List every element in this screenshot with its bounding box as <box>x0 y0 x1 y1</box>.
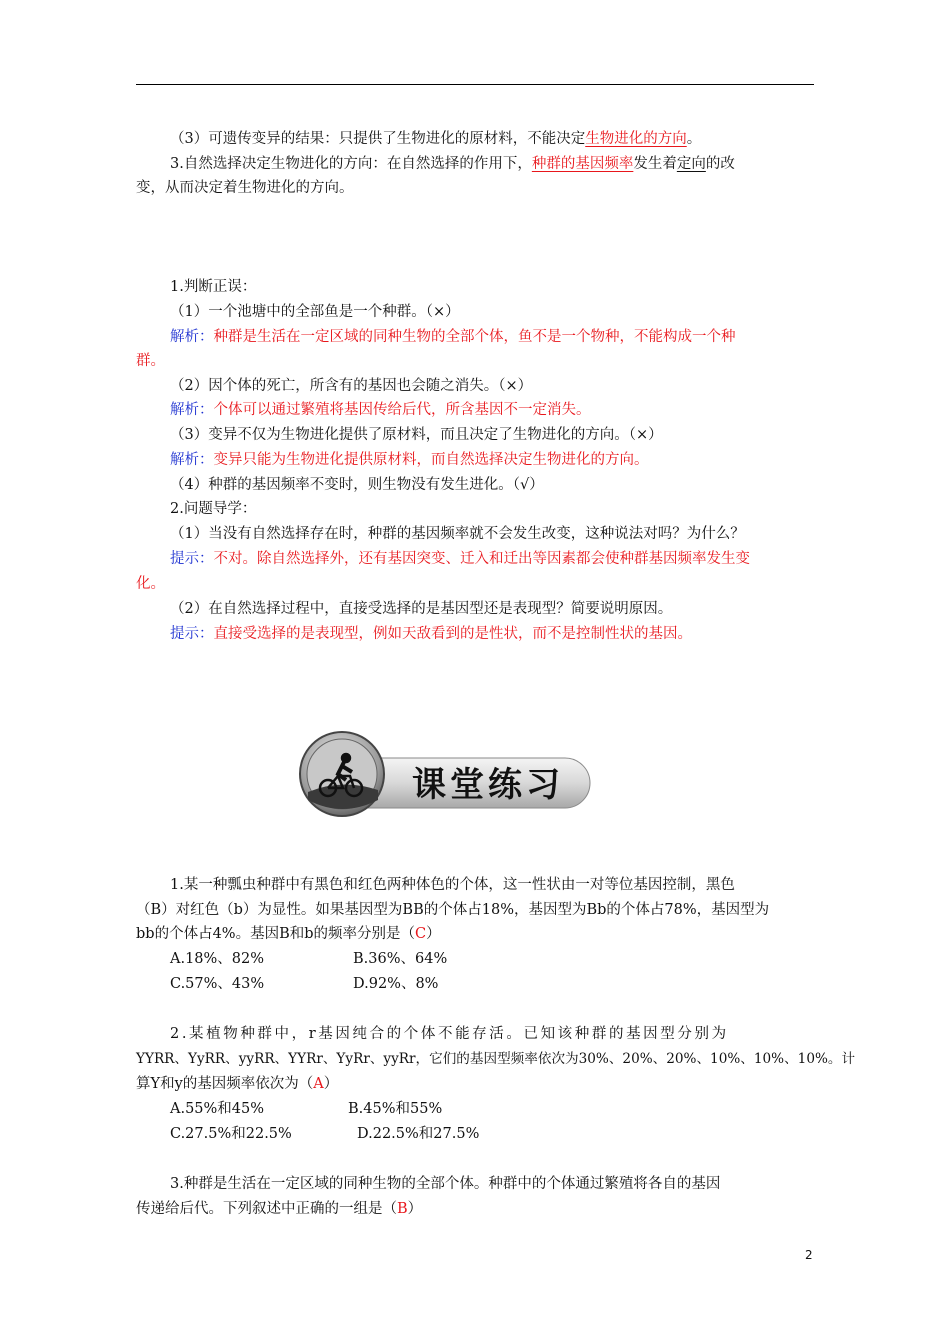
question: （4）种群的基因频率不变时，则生物没有发生进化。（√） <box>170 477 544 493</box>
section-banner <box>298 730 598 818</box>
page-number: 2 <box>805 1248 813 1262</box>
key-term: 定向 <box>676 156 706 172</box>
option: D.22.5%和27.5% <box>357 1126 480 1142</box>
section-title: 2.问题导学： <box>170 501 257 517</box>
option: A.55%和45% <box>170 1101 265 1117</box>
exercise-line: 3.种群是生活在一定区域的同种生物的全部个体。种群中的个体通过繁殖将各自的基因 <box>170 1176 721 1192</box>
key-term: 生物进化的方向 <box>585 131 687 147</box>
exercise-line: 2.某植物种群中，r基因纯合的个体不能存活。已知该种群的基因型分别为 <box>170 1026 729 1042</box>
answer: A <box>313 1076 324 1092</box>
text-line: （3）可遗传变异的结果：只提供了生物进化的原材料，不能决定生物进化的方向。 <box>170 131 702 147</box>
option: C.57%、43% <box>170 976 265 992</box>
analysis-cont: 群。 <box>136 353 165 369</box>
hint: 提示：直接受选择的是表现型，例如天敌看到的是性状，而不是控制性状的基因。 <box>170 626 692 642</box>
header-rule <box>136 84 814 85</box>
option: A.18%、82% <box>170 951 265 967</box>
question: （1）当没有自然选择存在时，种群的基因频率就不会发生改变，这种说法对吗？为什么？ <box>170 526 745 542</box>
exercise-line: （B）对红色（b）为显性。如果基因型为BB的个体占18%，基因型为Bb的个体占78%，基因型为 <box>136 902 770 918</box>
exercise-line: YYRR、YyRR、yyRR、YYRr、YyRr、yyRr，它们的基因型频率依次为30%、20%、20%、10%、10%、10%。计 <box>136 1051 856 1067</box>
question: （3）变异不仅为生物进化提供了原材料，而且决定了生物进化的方向。（×） <box>170 427 663 443</box>
question: （1）一个池塘中的全部鱼是一个种群。（×） <box>170 304 460 320</box>
exercise-line: bb的个体占4%。基因B和b的频率分别是（C） <box>136 926 441 942</box>
option: C.27.5%和22.5% <box>170 1126 292 1142</box>
analysis: 解析：种群是生活在一定区域的同种生物的全部个体，鱼不是一个物种，不能构成一个种 <box>170 329 736 345</box>
option: D.92%、8% <box>353 976 439 992</box>
text-line: 3.自然选择决定生物进化的方向：在自然选择的作用下，种群的基因频率发生着定向的改 <box>170 156 735 172</box>
answer: B <box>397 1201 408 1217</box>
question: （2）在自然选择过程中，直接受选择的是基因型还是表现型？简要说明原因。 <box>170 601 673 617</box>
question: （2）因个体的死亡，所含有的基因也会随之消失。（×） <box>170 378 533 394</box>
hint-cont: 化。 <box>136 576 165 592</box>
analysis: 解析：个体可以通过繁殖将基因传给后代，所含基因不一定消失。 <box>170 402 591 418</box>
key-term: 种群的基因频率 <box>531 156 634 172</box>
section-title: 1.判断正误： <box>170 279 257 295</box>
exercise-line: 算Y和y的基因频率依次为（A） <box>136 1076 339 1092</box>
option: B.36%、64% <box>353 951 448 967</box>
analysis: 解析：变异只能为生物进化提供原材料，而自然选择决定生物进化的方向。 <box>170 452 649 468</box>
option: B.45%和55% <box>348 1101 443 1117</box>
banner-title: 课堂练习 <box>412 765 564 805</box>
text-line: 变，从而决定着生物进化的方向。 <box>136 180 354 196</box>
hint: 提示：不对。除自然选择外，还有基因突变、迁入和迁出等因素都会使种群基因频率发生变 <box>170 551 750 567</box>
exercise-line: 传递给后代。下列叙述中正确的一组是（B） <box>136 1201 423 1217</box>
answer: C <box>415 926 427 942</box>
exercise-line: 1.某一种瓢虫种群中有黑色和红色两种体色的个体，这一性状由一对等位基因控制，黑色 <box>170 877 735 893</box>
